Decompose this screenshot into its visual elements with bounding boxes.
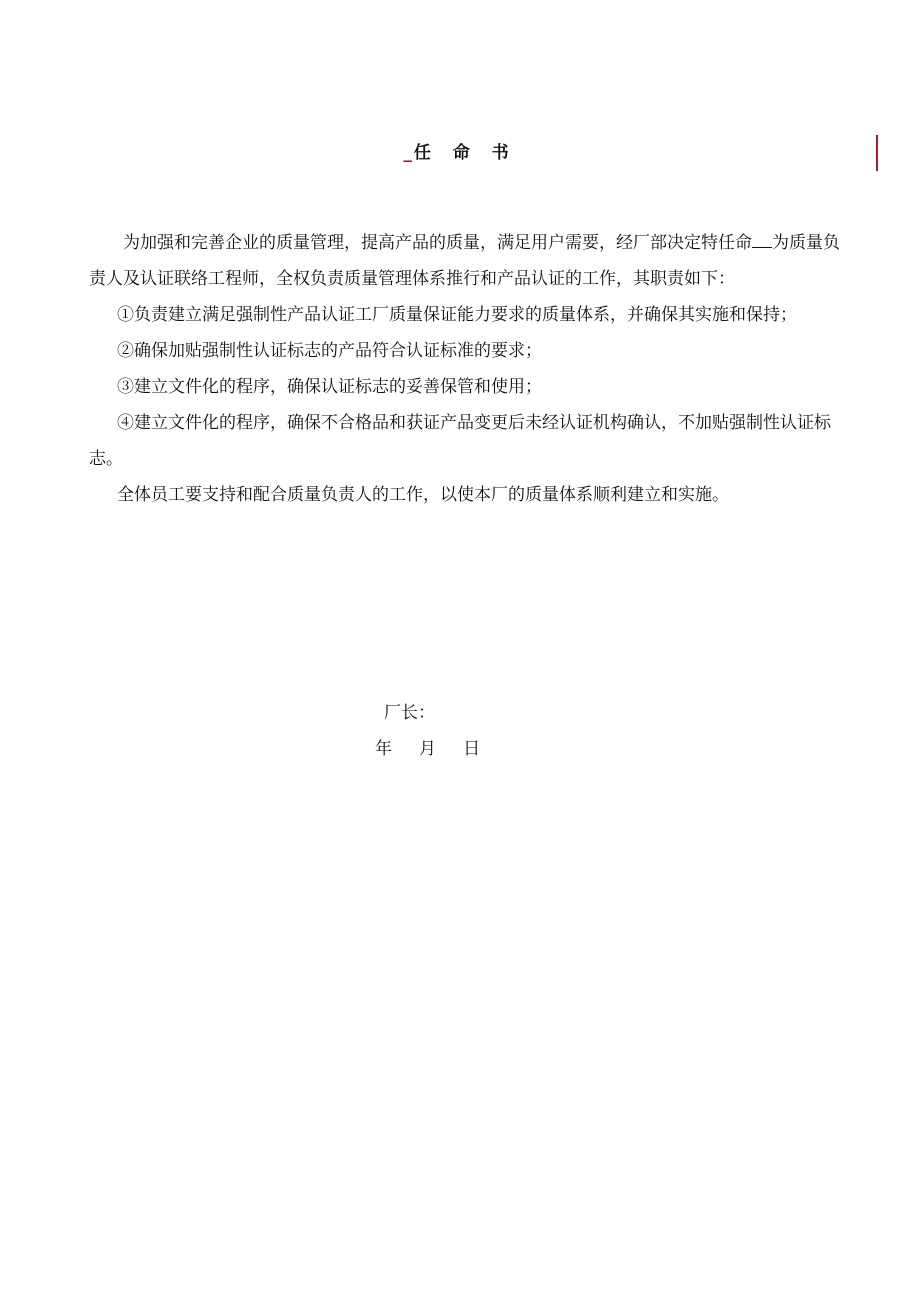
intro-text-part1: 为加强和完善企业的质量管理，提高产品的质量，满足用户需要，经厂部决定特任命 bbox=[123, 233, 752, 253]
closing-paragraph: 全体员工要支持和配合质量负责人的工作，以使本厂的质量体系顺利建立和实施。 bbox=[117, 485, 729, 505]
date-month: 月 bbox=[419, 739, 437, 759]
duty-item-3: ③建立文件化的程序，确保认证标志的妥善保管和使用； bbox=[117, 377, 542, 397]
intro-text-part2: 为质量负责人及认证联络工程师，全权负责质量管理体系推行和产品认证的工作，其职责如下： bbox=[89, 233, 840, 289]
date-year: 年 bbox=[375, 739, 392, 759]
document-body bbox=[89, 225, 841, 513]
duty-item-4: ④建立文件化的程序，确保不合格品和获证产品变更后未经认证机构确认，不加贴强制性认证标志。 bbox=[89, 413, 831, 469]
appointee-blank bbox=[752, 233, 772, 248]
date-day: 日 bbox=[463, 739, 481, 759]
intro-paragraph bbox=[89, 225, 841, 297]
date-line bbox=[375, 731, 480, 767]
title-text: 任 命 书 bbox=[413, 143, 517, 163]
duty-item-1: ①负责建立满足强制性产品认证工厂质量保证能力要求的质量体系，并确保其实施和保持； bbox=[117, 305, 797, 325]
signature-label: 厂长： bbox=[384, 703, 435, 723]
title-prefix: _ bbox=[403, 143, 412, 163]
document-title bbox=[0, 141, 920, 165]
duty-item-2: ②确保加贴强制性认证标志的产品符合认证标准的要求； bbox=[117, 341, 542, 361]
